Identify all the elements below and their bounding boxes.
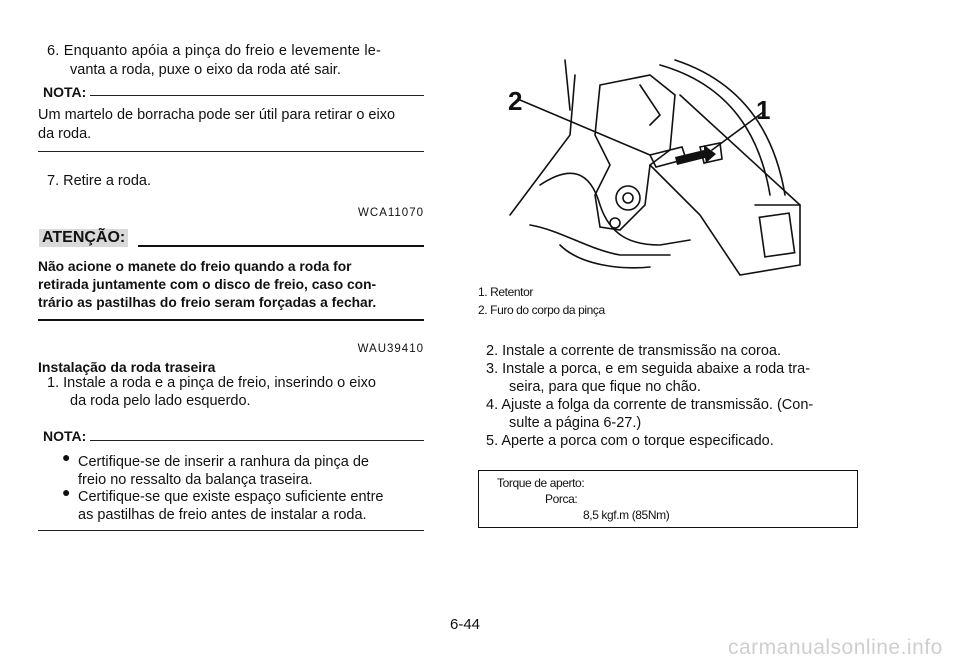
step-3: 3. Instale a porca, e em seguida abaixe a roda tra- <box>486 361 811 377</box>
section-title: Instalação da roda traseira <box>38 359 216 375</box>
bullet-2-line-1: Certifique-se que existe espaço suficiente entre <box>78 489 384 505</box>
step-4: 4. Ajuste a folga da corrente de transmissão. (Con- <box>486 397 814 413</box>
callout-2: 2 <box>508 86 523 116</box>
step-7: 7. Retire a roda. <box>47 173 151 189</box>
caution-rule <box>138 245 424 247</box>
bullet-2-line-2: as pastilhas de freio antes de instalar a roda. <box>78 507 367 523</box>
torque-item: Porca: <box>545 492 578 506</box>
step-2: 2. Instale a corrente de transmissão na coroa. <box>486 343 781 359</box>
page-number: 6-44 <box>450 616 481 633</box>
torque-heading: Torque de aperto: <box>497 476 585 490</box>
caution-label: ATENÇÃO: <box>39 229 128 247</box>
note-text-cont: da roda. <box>38 126 92 142</box>
watermark: carmanualsonline.info <box>728 636 943 659</box>
note-text: Um martelo de borracha pode ser útil para retirar o eixo <box>38 107 396 123</box>
step-1: 1. Instale a roda e a pinça de freio, inserindo o eixo <box>47 375 376 391</box>
brake-caliper-illustration <box>500 55 820 280</box>
note2-rule <box>90 440 424 441</box>
code-wca: WCA11070 <box>358 207 424 219</box>
step-5: 5. Aperte a porca com o torque especificado. <box>486 433 774 449</box>
step-6-cont: vanta a roda, puxe o eixo da roda até sair. <box>70 62 341 78</box>
callout-1: 1 <box>756 95 771 125</box>
note2-end-rule <box>38 530 424 531</box>
note-label: NOTA: <box>43 84 87 100</box>
torque-value: 8,5 kgf.m (85Nm) <box>583 508 670 522</box>
caution-text-3: trário as pastilhas do freio seram forçadas a fechar. <box>38 295 377 310</box>
step-4-cont: sulte a página 6-27.) <box>509 415 642 431</box>
caution-text-2: retirada juntamente com o disco de freio, caso con- <box>38 277 377 292</box>
step-3-cont: seira, para que fique no chão. <box>509 379 701 395</box>
bullet-1-line-1: Certifique-se de inserir a ranhura da pinça de <box>78 454 369 470</box>
code-wau: WAU39410 <box>357 343 424 355</box>
caution-text-1: Não acione o manete do freio quando a roda for <box>38 259 352 274</box>
legend-1: 1. Retentor <box>478 285 533 299</box>
step-1-cont: da roda pelo lado esquerdo. <box>70 393 251 409</box>
note2-label: NOTA: <box>43 428 87 444</box>
note-rule <box>90 95 424 96</box>
torque-spec-box <box>478 470 858 528</box>
caution-end-rule <box>38 319 424 321</box>
bullet-icon: ● <box>62 449 71 465</box>
bullet-1-line-2: freio no ressalto da balança traseira. <box>78 472 313 488</box>
bullet-icon: ● <box>62 484 71 500</box>
note-end-rule <box>38 151 424 152</box>
legend-2: 2. Furo do corpo da pinça <box>478 303 605 317</box>
step-6: 6. Enquanto apóia a pinça do freio e levemente le- <box>47 43 382 59</box>
